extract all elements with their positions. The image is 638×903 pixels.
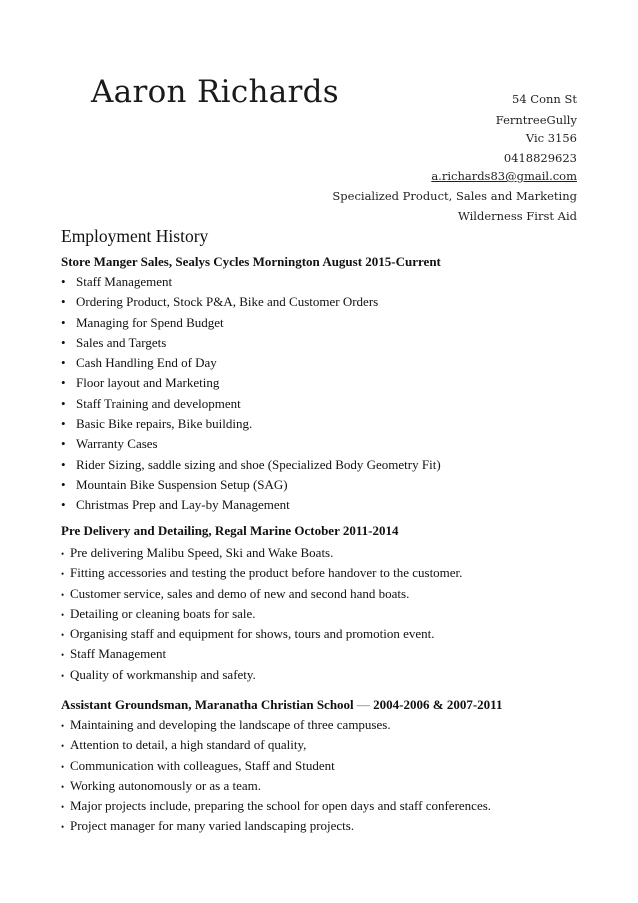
list-item xyxy=(61,796,491,816)
job-items-sealys-cycles xyxy=(61,272,441,516)
bullet: • xyxy=(61,294,66,310)
list-item-text: Mountain Bike Suspension Setup (SAG) xyxy=(76,476,288,492)
bullet: • xyxy=(61,355,66,371)
list-item-text: Organising staff and equipment for shows, tours and promotion event. xyxy=(70,626,435,642)
list-item xyxy=(61,373,441,393)
bullet: • xyxy=(61,549,65,559)
list-item-text: Managing for Spend Budget xyxy=(76,314,224,330)
list-item xyxy=(61,624,462,644)
bullet: • xyxy=(61,436,66,452)
person-name: Aaron Richards xyxy=(91,74,340,110)
bullet: • xyxy=(61,456,66,472)
list-item-text: Cash Handling End of Day xyxy=(76,355,217,371)
job-title-separator: — xyxy=(356,697,370,712)
list-item-text: Fitting accessories and testing the product before handover to the customer. xyxy=(70,565,463,581)
list-item xyxy=(61,816,491,836)
list-item xyxy=(61,292,441,312)
list-item xyxy=(61,414,441,434)
list-item xyxy=(61,394,441,414)
list-item xyxy=(61,455,441,475)
list-item-text: Maintaining and developing the landscape of three campuses. xyxy=(70,717,391,732)
bullet: • xyxy=(61,416,66,432)
bullet: • xyxy=(61,741,65,752)
list-item xyxy=(61,776,491,796)
bullet: • xyxy=(61,609,65,620)
list-item xyxy=(61,272,441,292)
bullet: • xyxy=(61,497,66,513)
list-item-text: Customer service, sales and demo of new and second hand boats. xyxy=(70,585,410,601)
list-item xyxy=(61,563,462,583)
list-item-text: Basic Bike repairs, Bike building. xyxy=(76,416,253,432)
bullet: • xyxy=(61,589,65,600)
address-state-postcode: Vic 3156 xyxy=(525,131,577,145)
section-title-employment: Employment History xyxy=(61,226,209,246)
list-item xyxy=(61,333,441,353)
qualification-first-aid: Wilderness First Aid xyxy=(458,209,577,223)
bullet: • xyxy=(61,802,65,813)
bullet: • xyxy=(61,395,66,411)
job-title-main: Assistant Groundsman, Maranatha Christian School xyxy=(61,697,354,712)
list-item-text: Staff Management xyxy=(70,646,167,662)
bullet: • xyxy=(61,630,65,641)
job-items-maranatha-school xyxy=(61,715,491,837)
list-item-text: Staff Management xyxy=(76,274,173,289)
phone-number: 0418829623 xyxy=(503,151,577,165)
list-item-text: Sales and Targets xyxy=(76,334,167,350)
bullet: • xyxy=(61,334,66,350)
address-street: 54 Conn St xyxy=(512,92,577,106)
bullet: • xyxy=(61,650,65,661)
bullet: • xyxy=(61,670,65,681)
list-item-text: Attention to detail, a high standard of quality, xyxy=(70,737,307,753)
list-item-text: Communication with colleagues, Staff and Student xyxy=(70,757,335,773)
list-item xyxy=(61,475,441,495)
list-item-text: Rider Sizing, saddle sizing and shoe (Specialized Body Geometry Fit) xyxy=(76,456,441,472)
list-item xyxy=(61,644,462,664)
list-item xyxy=(61,434,441,454)
list-item-text: Major projects include, preparing the school for open days and staff conferences. xyxy=(70,798,492,814)
list-item-text: Ordering Product, Stock P&A, Bike and Customer Orders xyxy=(76,294,379,310)
list-item xyxy=(61,584,462,604)
bullet: • xyxy=(61,314,66,330)
list-item xyxy=(61,665,462,685)
list-item xyxy=(61,715,491,735)
bullet: • xyxy=(61,569,65,580)
list-item xyxy=(61,756,491,776)
list-item xyxy=(61,313,441,333)
job-title-sealys-cycles: Store Manger Sales, Sealys Cycles Mornington August 2015-Current xyxy=(61,254,441,269)
bullet: • xyxy=(61,781,65,792)
bullet: • xyxy=(61,761,65,772)
list-item-text: Warranty Cases xyxy=(76,436,158,452)
list-item-text: Quality of workmanship and safety. xyxy=(70,666,256,682)
job-title-dates: 2004-2006 & 2007-2011 xyxy=(373,697,503,712)
address-suburb: FerntreeGully xyxy=(495,113,577,127)
job-title-maranatha-school xyxy=(61,697,502,713)
list-item-text: Working autonomously or as a team. xyxy=(70,777,262,793)
list-item xyxy=(61,735,491,755)
list-item-text: Project manager for many varied landscaping projects. xyxy=(70,818,355,834)
list-item-text: Detailing or cleaning boats for sale. xyxy=(70,605,256,621)
qualification-specialized: Specialized Product, Sales and Marketing xyxy=(332,189,577,203)
list-item-text: Christmas Prep and Lay-by Management xyxy=(76,497,290,513)
list-item-text: Staff Training and development xyxy=(76,395,241,411)
list-item xyxy=(61,604,462,624)
list-item-text: Floor layout and Marketing xyxy=(76,375,220,391)
email-link[interactable]: a.richards83@gmail.com xyxy=(431,169,577,183)
bullet: • xyxy=(61,476,66,492)
bullet: • xyxy=(61,375,66,391)
list-item xyxy=(61,353,441,373)
bullet: • xyxy=(61,274,66,289)
job-title-regal-marine: Pre Delivery and Detailing, Regal Marine October 2011-2014 xyxy=(61,523,399,538)
list-item-text: Pre delivering Malibu Speed, Ski and Wake Boats. xyxy=(70,545,334,560)
job-items-regal-marine xyxy=(61,543,462,685)
list-item xyxy=(61,495,441,515)
list-item xyxy=(61,543,462,563)
bullet: • xyxy=(61,822,65,833)
bullet: • xyxy=(61,721,65,731)
